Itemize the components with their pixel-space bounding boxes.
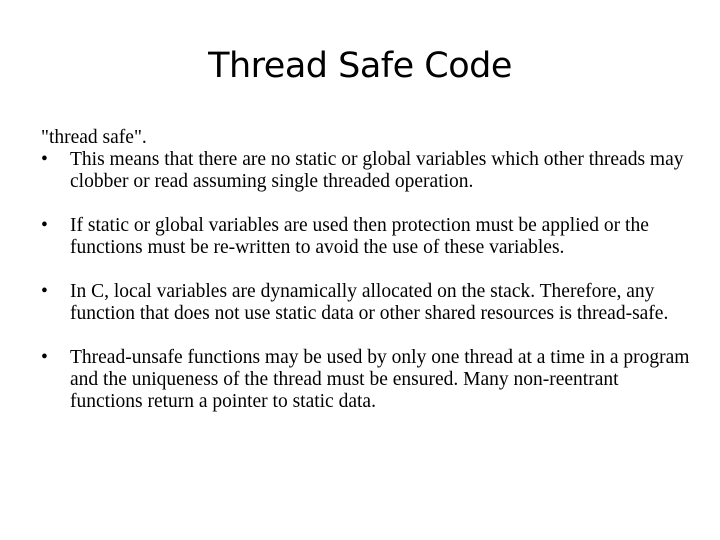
bullet-text: This means that there are no static or global variables which other threads may clobber or read assuming single threaded operation. (70, 149, 684, 192)
bullet-text: Thread-unsafe functions may be used by only one thread at a time in a program and the uniqueness of the thread must be ensured. Many non-reentrant functions return a pointer to static data. (70, 347, 690, 412)
bullet-marker: • (41, 149, 48, 170)
bullet-item (41, 149, 691, 193)
intro-text: "thread safe". (41, 127, 147, 148)
bullet-text: If static or global variables are used then protection must be applied or the functions must be re-written to avoid the use of these variables. (70, 215, 649, 258)
bullet-list (41, 149, 691, 413)
bullet-item (41, 347, 691, 413)
slide-title: Thread Safe Code (208, 46, 512, 86)
slide-body (41, 127, 691, 413)
bullet-marker: • (41, 215, 48, 236)
bullet-text: In C, local variables are dynamically allocated on the stack. Therefore, any function that does not use static data or other shared resources is thread-safe. (70, 281, 669, 324)
bullet-item (41, 215, 691, 259)
bullet-item (41, 281, 691, 325)
bullet-marker: • (41, 281, 48, 302)
bullet-marker: • (41, 347, 48, 368)
